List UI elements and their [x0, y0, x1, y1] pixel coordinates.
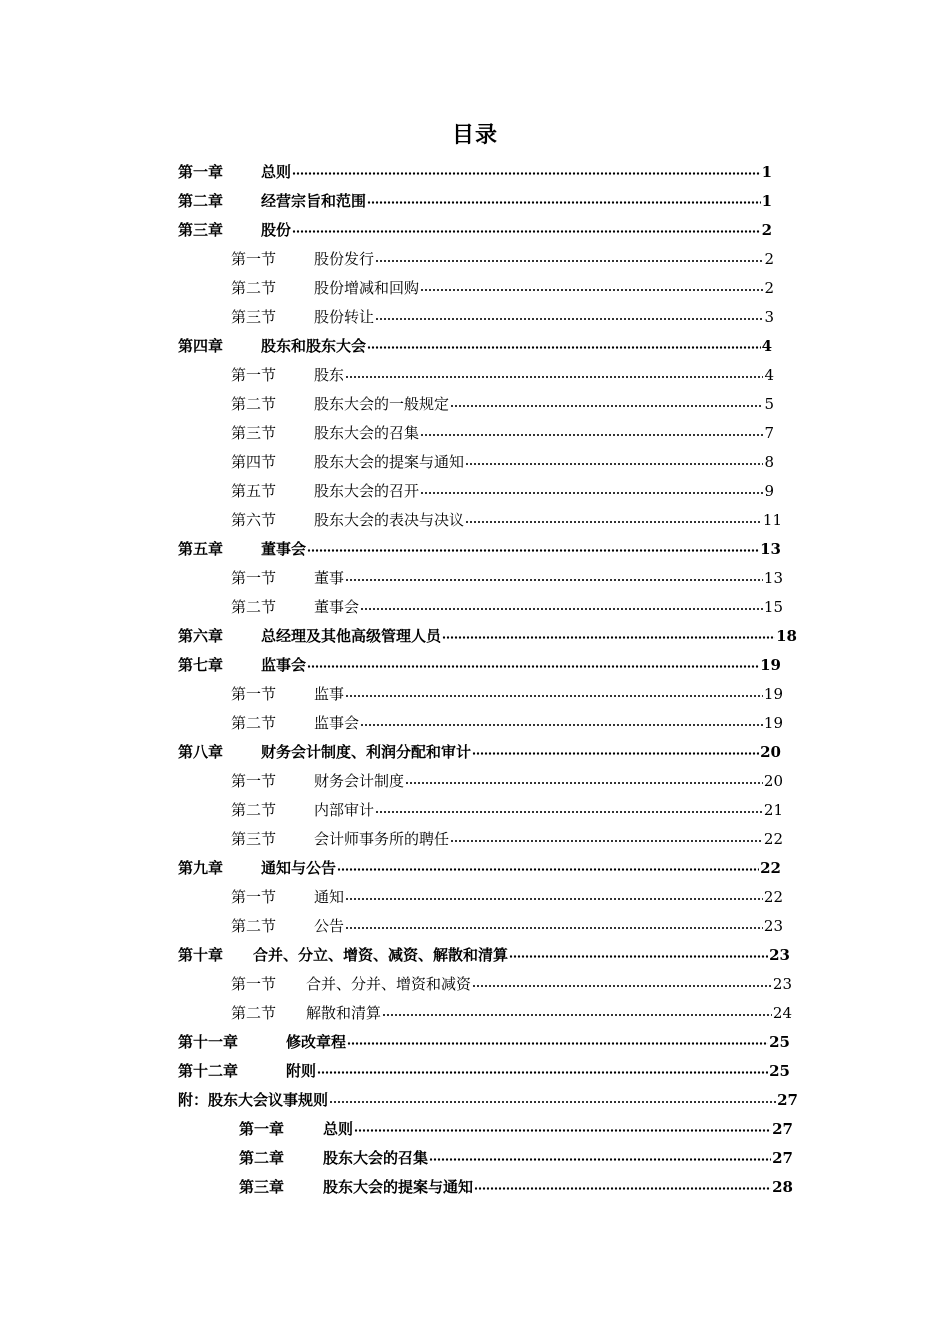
toc-dot-leader [429, 1158, 771, 1161]
toc-dot-leader [317, 1071, 768, 1074]
toc-chapter-entry[interactable] [178, 853, 781, 882]
toc-entry-label: 第九章 [178, 859, 224, 877]
toc-section-entry[interactable] [231, 389, 774, 418]
toc-entry-label: 第一节 [231, 366, 277, 384]
toc-page-number: 2 [764, 278, 774, 297]
toc-dot-leader [345, 579, 763, 581]
toc-page-number: 3 [764, 307, 774, 326]
toc-page-number: 1 [761, 191, 772, 210]
toc-dot-leader [347, 1042, 768, 1045]
toc-entry-title: 股东大会的表决与决议 [314, 511, 465, 529]
toc-dot-leader [382, 1014, 772, 1016]
toc-section-entry[interactable] [231, 302, 774, 331]
toc-entry-label: 第一节 [231, 685, 277, 703]
toc-entry-title: 董事会 [314, 598, 360, 616]
toc-entry-label: 第二节 [231, 801, 277, 819]
toc-dot-leader [375, 318, 763, 320]
toc-dot-leader [420, 289, 763, 291]
toc-entry-title: 股份 [261, 221, 292, 239]
toc-chapter-entry[interactable] [239, 1172, 793, 1201]
toc-dot-leader [307, 665, 759, 668]
toc-entry-label: 第八章 [178, 743, 224, 761]
toc-section-entry[interactable] [231, 273, 774, 302]
toc-section-entry[interactable] [231, 244, 774, 273]
toc-section-entry[interactable] [231, 882, 783, 911]
toc-page-number: 1 [761, 162, 772, 181]
toc-page-number: 28 [772, 1177, 793, 1196]
toc-section-entry[interactable] [231, 592, 783, 621]
toc-dot-leader [345, 695, 763, 697]
toc-dot-leader [337, 868, 759, 871]
toc-entry-title: 股东大会的提案与通知 [314, 453, 465, 471]
toc-page-number: 23 [763, 916, 783, 935]
toc-entry-title: 股东大会的召开 [314, 482, 420, 500]
toc-section-entry[interactable] [231, 505, 782, 534]
toc-chapter-entry[interactable] [178, 186, 772, 215]
toc-page-number: 2 [761, 220, 772, 239]
toc-section-entry[interactable] [231, 418, 774, 447]
toc-entry-title: 股东大会的提案与通知 [323, 1178, 474, 1196]
toc-section-entry[interactable] [231, 969, 792, 998]
toc-page-number: 27 [777, 1090, 798, 1109]
toc-chapter-entry[interactable] [178, 215, 772, 244]
toc-page-number: 18 [776, 626, 797, 645]
toc-section-entry[interactable] [231, 998, 792, 1027]
toc-page-number: 19 [763, 684, 783, 703]
toc-page-number: 20 [760, 742, 781, 761]
toc-chapter-entry[interactable] [178, 157, 772, 186]
toc-dot-leader [345, 376, 763, 378]
toc-page-number: 27 [772, 1119, 793, 1138]
toc-section-entry[interactable] [231, 447, 774, 476]
toc-entry-label: 第七章 [178, 656, 224, 674]
toc-entry-label: 第二节 [231, 1004, 277, 1022]
toc-dot-leader [292, 172, 761, 175]
toc-entry-title: 合并、分并、增资和减资 [306, 975, 472, 993]
toc-section-entry[interactable] [231, 708, 783, 737]
toc-entry-label: 第一章 [239, 1120, 285, 1138]
toc-entry-title: 会计师事务所的聘任 [314, 830, 450, 848]
toc-entry-title: 通知 [314, 888, 345, 906]
toc-dot-leader [465, 521, 762, 523]
toc-section-entry[interactable] [231, 360, 774, 389]
toc-entry-label: 第二节 [231, 917, 277, 935]
toc-page-number: 9 [764, 481, 774, 500]
toc-chapter-entry[interactable] [178, 534, 781, 563]
toc-entry-title: 公告 [314, 917, 345, 935]
toc-section-entry[interactable] [231, 766, 783, 795]
toc-entry-title: 股东大会的召集 [323, 1149, 429, 1167]
toc-dot-leader [442, 636, 775, 639]
toc-entry-label: 第一节 [231, 888, 277, 906]
toc-entry-label: 第十二章 [178, 1062, 239, 1080]
toc-dot-leader [375, 811, 763, 813]
toc-dot-leader [472, 752, 759, 755]
toc-dot-leader [450, 840, 763, 842]
toc-page-number: 13 [763, 568, 783, 587]
toc-entry-title: 内部审计 [314, 801, 375, 819]
toc-section-entry[interactable] [231, 795, 783, 824]
toc-page-number: 24 [772, 1003, 792, 1022]
toc-page-number: 23 [772, 974, 792, 993]
toc-entry-label: 第二章 [239, 1149, 285, 1167]
toc-dot-leader [405, 782, 763, 784]
toc-chapter-entry[interactable] [239, 1143, 793, 1172]
toc-dot-leader [329, 1101, 776, 1103]
toc-page-number: 27 [772, 1148, 793, 1167]
toc-entry-label: 第十一章 [178, 1033, 239, 1051]
toc-entry-label: 第二节 [231, 395, 277, 413]
toc-section-entry[interactable] [231, 563, 783, 592]
toc-chapter-entry[interactable] [178, 621, 797, 650]
toc-entry-label: 第二节 [231, 279, 277, 297]
toc-dot-leader [367, 201, 761, 204]
toc-dot-leader [509, 955, 768, 958]
toc-entry-title: 股东 [314, 366, 345, 384]
toc-entry-label: 第二节 [231, 598, 277, 616]
toc-section-entry[interactable] [231, 911, 783, 940]
toc-entry-title: 股东大会的一般规定 [314, 395, 450, 413]
toc-page-number: 22 [763, 887, 783, 906]
toc-entry-title: 股份发行 [314, 250, 375, 268]
toc-entry-title: 经营宗旨和范围 [261, 192, 367, 210]
toc-entry-title: 总则 [323, 1120, 354, 1138]
toc-page-number: 13 [760, 539, 781, 558]
toc-dot-leader [307, 549, 759, 552]
toc-chapter-entry[interactable] [178, 331, 772, 360]
toc-page-number: 25 [769, 1061, 790, 1080]
toc-entry-label: 第四章 [178, 337, 224, 355]
toc-entry-title: 总经理及其他高级管理人员 [261, 627, 442, 645]
toc-entry-label: 第一节 [231, 250, 277, 268]
toc-dot-leader [420, 434, 763, 436]
toc-page-number: 22 [763, 829, 783, 848]
toc-entry-label: 第三节 [231, 308, 277, 326]
toc-entry-title: 总则 [261, 163, 292, 181]
toc-page-number: 23 [769, 945, 790, 964]
toc-chapter-entry[interactable] [178, 940, 790, 969]
toc-page-number: 7 [764, 423, 774, 442]
toc-entry-title: 修改章程 [286, 1033, 347, 1051]
toc-dot-leader [465, 463, 763, 465]
toc-entry-label: 第二章 [178, 192, 224, 210]
toc-entry-label: 第六节 [231, 511, 277, 529]
toc-entry-title: 财务会计制度 [314, 772, 405, 790]
toc-entry-title: 监事会 [314, 714, 360, 732]
toc-entry-label: 第十章 [178, 946, 224, 964]
toc-chapter-entry[interactable] [178, 1027, 790, 1056]
toc-page-number: 20 [763, 771, 783, 790]
toc-entry-title: 董事 [314, 569, 345, 587]
toc-entry-title: 股东和股东大会 [261, 337, 367, 355]
toc-page-number: 2 [764, 249, 774, 268]
toc-page-number: 19 [760, 655, 781, 674]
toc-entry-title: 通知与公告 [261, 859, 337, 877]
toc-entry-title: 财务会计制度、利润分配和审计 [261, 743, 472, 761]
toc-chapter-entry[interactable] [178, 1056, 790, 1085]
toc-dot-leader [354, 1129, 771, 1132]
toc-chapter-entry[interactable] [178, 737, 781, 766]
toc-dot-leader [292, 230, 761, 233]
toc-page-number: 4 [761, 336, 772, 355]
toc-page-number: 25 [769, 1032, 790, 1051]
toc-dot-leader [360, 724, 763, 726]
toc-entry-label: 第五章 [178, 540, 224, 558]
toc-dot-leader [450, 405, 763, 407]
toc-section-entry[interactable] [231, 476, 774, 505]
toc-chapter-entry[interactable] [239, 1114, 793, 1143]
toc-entry-label: 第一章 [178, 163, 224, 181]
toc-entry-label: 第三章 [239, 1178, 285, 1196]
toc-appendix-entry[interactable] [178, 1085, 798, 1114]
toc-entry-title: 附则 [286, 1062, 317, 1080]
toc-entry-label: 第三章 [178, 221, 224, 239]
toc-entry-title: 解散和清算 [306, 1004, 382, 1022]
toc-dot-leader [345, 927, 763, 929]
toc-entry-label: 第四节 [231, 453, 277, 471]
toc-page-number: 22 [760, 858, 781, 877]
toc-page-number: 4 [764, 365, 774, 384]
toc-entry-label: 第一节 [231, 772, 277, 790]
toc-page-number: 21 [763, 800, 783, 819]
toc-page-number: 8 [764, 452, 774, 471]
toc-page-number: 5 [764, 394, 774, 413]
toc-entry-label: 第二节 [231, 714, 277, 732]
toc-section-entry[interactable] [231, 679, 783, 708]
toc-dot-leader [375, 260, 763, 262]
page-title: 目录 [451, 122, 498, 148]
toc-entry-title: 合并、分立、增资、减资、解散和清算 [253, 946, 509, 964]
toc-dot-leader [474, 1187, 771, 1190]
toc-entry-title: 董事会 [261, 540, 307, 558]
toc-dot-leader [472, 985, 772, 987]
toc-entry-title: 股份转让 [314, 308, 375, 326]
toc-page-number: 15 [763, 597, 783, 616]
toc-entry-title: 监事 [314, 685, 345, 703]
toc-entry-label: 第三节 [231, 830, 277, 848]
toc-entry-label: 第一节 [231, 569, 277, 587]
toc-entry-label: 第六章 [178, 627, 224, 645]
toc-dot-leader [345, 898, 763, 900]
toc-entry-label: 第三节 [231, 424, 277, 442]
toc-chapter-entry[interactable] [178, 650, 781, 679]
toc-page-number: 11 [762, 510, 782, 529]
toc-section-entry[interactable] [231, 824, 783, 853]
toc-dot-leader [360, 608, 763, 610]
toc-entry-title: 附：股东大会议事规则 [178, 1091, 329, 1109]
toc-entry-label: 第五节 [231, 482, 277, 500]
toc-dot-leader [367, 346, 761, 349]
toc-entry-title: 股东大会的召集 [314, 424, 420, 442]
toc-entry-title: 监事会 [261, 656, 307, 674]
toc-entry-label: 第一节 [231, 975, 277, 993]
toc-page-number: 19 [763, 713, 783, 732]
toc-entry-title: 股份增减和回购 [314, 279, 420, 297]
toc-dot-leader [420, 492, 763, 494]
